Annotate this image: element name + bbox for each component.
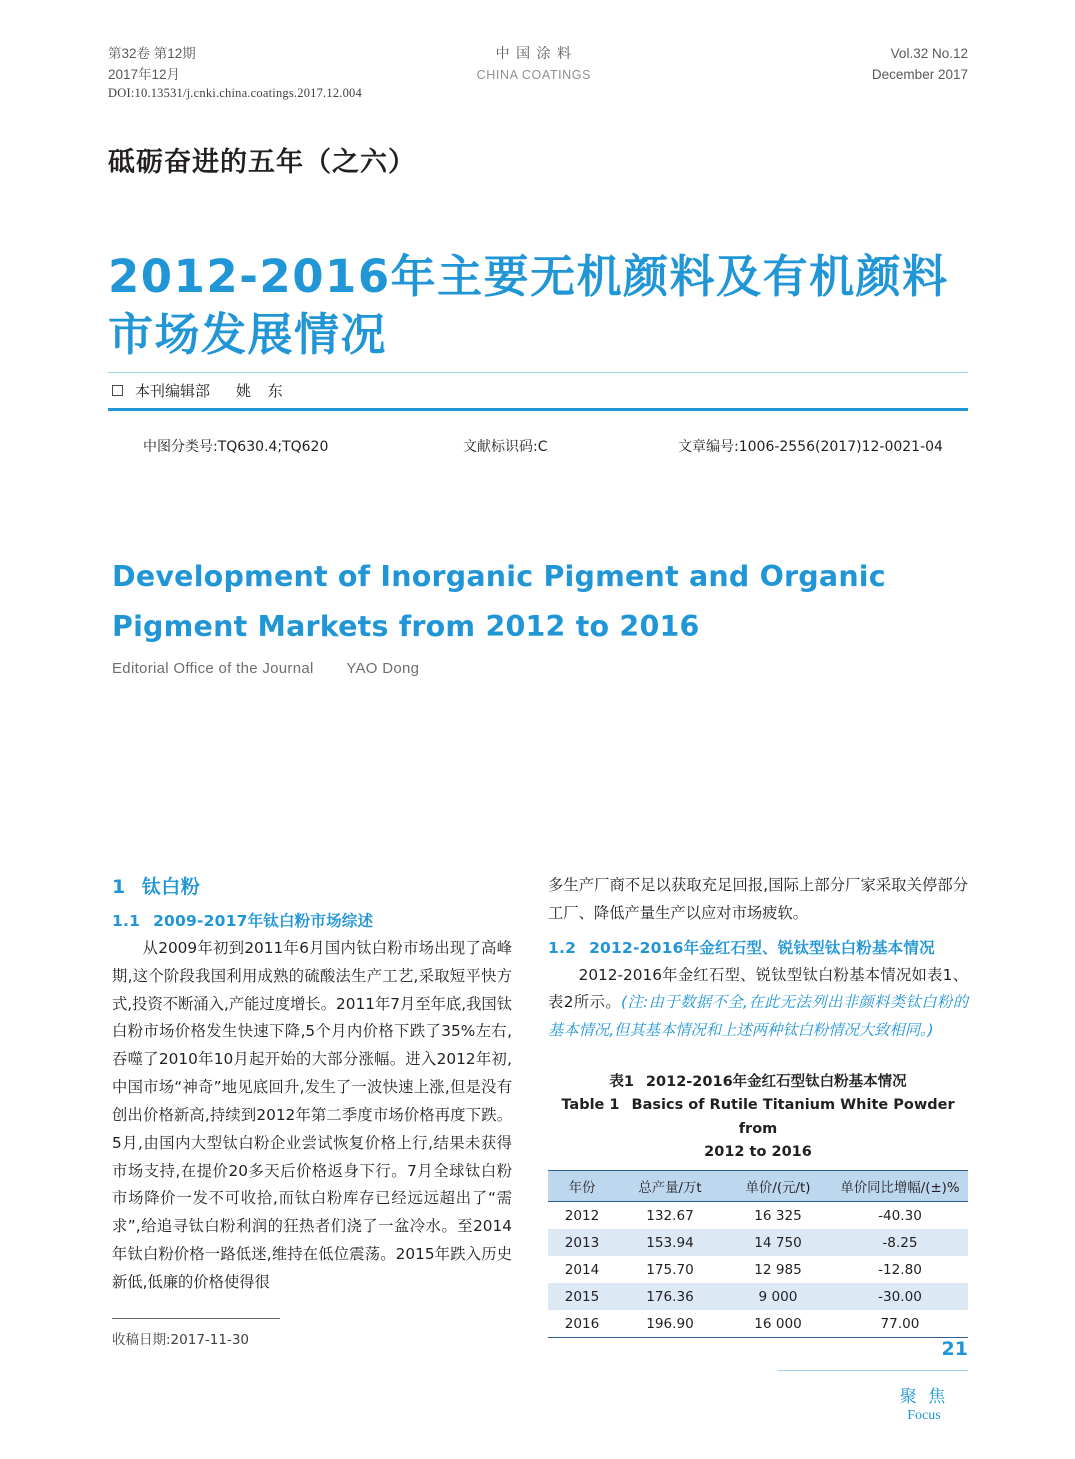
table-1-caption-cn [548,1071,968,1094]
table-header-cell: 单价同比增幅/(±)% [832,1170,968,1201]
author-affiliation-cn: 本刊编辑部 [135,382,211,400]
author-name-cn: 姚 东 [236,382,289,400]
footnote-rule [112,1318,280,1319]
table-header-cell: 年份 [548,1170,616,1201]
running-head-right [872,44,968,86]
table-1-label-en: Table 1 [561,1097,620,1114]
table-cell: 12 985 [754,1261,802,1278]
author-affiliation-en: Editorial Office of the Journal [112,660,314,677]
author-line-en [112,660,419,677]
section-heading-1 [112,872,512,899]
author-rule-bottom [108,408,968,411]
table-1-label-cn: 表1 [609,1074,634,1091]
table-row [548,1256,968,1283]
table-cell: 2012 [564,1207,600,1224]
author-name-en: YAO Dong [346,660,420,677]
footer-section-label [880,1382,968,1424]
section-title-1: 钛白粉 [141,876,201,898]
table-cell: 132.67 [646,1207,694,1224]
author-line [112,380,289,401]
series-title: 砥砺奋进的五年（之六） [108,147,416,178]
footer-rule [778,1370,968,1371]
paragraph-1-1: 从2009年初到2011年6月国内钛白粉市场出现了高峰期,这个阶段我国利用成熟的硫酸法生产工艺,采取短平快方式,投资不断涌入,产能过度增长。2011年7月至年底,我国钛白粉市场价格发生快速下降,5个月内价格下跌了35%左右,吞噬了2010年10月起开始的大部分涨幅。进入2012年初,中国市场“神奇”地见底回升,发生了一波快速上涨,但是没有创出价格新高,持续到2012年第二季度市场价格再度下跌。5月,由国内大型钛白粉企业尝试恢复价格上行,结果未获得市场支持,在提价20多天后价格返身下行。7月全球钛白粉市场降价一发不可收拾,而钛白粉库存已经远远超出了“需求”,给追寻钛白粉利润的狂热者们浇了一盆冷水。至2014年钛白粉价格一路低迷,维持在低位震荡。2015年跌入历史新低,低廉的价格使得很 [112,939,512,1291]
footer-section-cn: 聚 焦 [899,1387,949,1407]
subsection-number-1-2: 1.2 [548,938,577,957]
table-cell: 176.36 [616,1283,724,1310]
volume-issue-en: Vol.32 No.12 [890,46,968,61]
table-cell: 2016 [548,1310,616,1338]
document-code: 文献标识码:C [463,439,548,455]
footnote-received-date: 收稿日期:2017-11-30 [112,1332,250,1348]
table-cell: 14 750 [724,1229,832,1256]
body-column-left [112,872,512,1297]
table-row [548,1310,968,1338]
running-head-center [477,44,591,85]
bullet-square-icon [112,385,123,396]
table-cell: -8.25 [832,1229,968,1256]
paragraph-1-2-plain: 2012-2016年金红石型、锐钛型钛白粉基本情况如表1、表2所示。 [548,965,968,1012]
table-row [548,1229,968,1256]
table-cell: 2015 [548,1283,616,1310]
table-cell: 153.94 [616,1229,724,1256]
table-1-caption-en [548,1094,968,1140]
author-rule-top [108,372,968,373]
table-cell: 77.00 [832,1310,968,1338]
page-number: 21 [941,1338,968,1360]
classification-codes [143,436,943,456]
paragraph-1-2-note: (注:由于数据不全,在此无法列出非颜料类钛白粉的基本情况,但其基本情况和上述两种钛白粉情况大致相同。) [548,993,968,1040]
table-cell: -30.00 [832,1283,968,1310]
article-title-en: Development of Inorganic Pigment and Organic Pigment Markets from 2012 to 2016 [112,560,886,643]
issue-date-en: December 2017 [871,66,968,82]
doi-line: DOI:10.13531/j.cnki.china.coatings.2017.12.004 [108,86,362,100]
clc-number: 中图分类号:TQ630.4;TQ620 [143,439,329,455]
table-cell: -12.80 [878,1261,922,1278]
volume-issue: 第32卷 第12期 [108,46,196,61]
paragraph-continued: 多生产厂商不足以获取充足回报,国际上部分厂家采取关停部分工厂、降低产量生产以应对市场疲软。 [548,876,968,922]
article-title-cn: 2012-2016年主要无机颜料及有机颜料市场发展情况 [108,250,949,361]
body-column-right [548,872,968,1338]
running-head [108,44,968,86]
table-header-row [548,1170,968,1201]
subsection-heading-1-2 [548,936,968,958]
journal-name-en: CHINA COATINGS [476,67,592,82]
section-number-1: 1 [112,876,126,898]
subsection-title-1-1: 2009-2017年钛白粉市场综述 [153,912,374,930]
subsection-heading-1-1 [112,909,512,931]
subsection-number-1-1: 1.1 [112,912,141,930]
running-head-left [108,44,196,86]
table-1-caption-en-line2: 2012 to 2016 [704,1143,812,1160]
table-header-cell: 总产量/万t [616,1170,724,1201]
table-cell: 2014 [564,1261,600,1278]
table-cell: 9 000 [724,1283,832,1310]
table-row [548,1283,968,1310]
table-cell: 196.90 [616,1310,724,1338]
table-1 [548,1170,968,1338]
table-1-title-en-line1: Basics of Rutile Titanium White Powder from [631,1097,955,1137]
table-cell: -40.30 [878,1207,922,1224]
footer-section-en: Focus [907,1408,941,1423]
subsection-title-1-2: 2012-2016年金红石型、锐钛型钛白粉基本情况 [589,938,935,957]
issue-date-cn: 2017年12月 [108,66,181,82]
article-id: 文章编号:1006-2556(2017)12-0021-04 [678,439,943,455]
table-1-block [548,1071,968,1338]
table-cell: 16 325 [754,1207,802,1224]
table-cell: 2013 [548,1229,616,1256]
table-cell: 175.70 [646,1261,694,1278]
table-1-title-cn: 2012-2016年金红石型钛白粉基本情况 [645,1074,907,1091]
table-row [548,1201,968,1229]
journal-name-cn: 中 国 涂 料 [495,46,573,62]
table-header-cell: 单价/(元/t) [724,1170,832,1201]
paragraph-1-2 [548,962,968,1045]
table-cell: 16 000 [724,1310,832,1338]
